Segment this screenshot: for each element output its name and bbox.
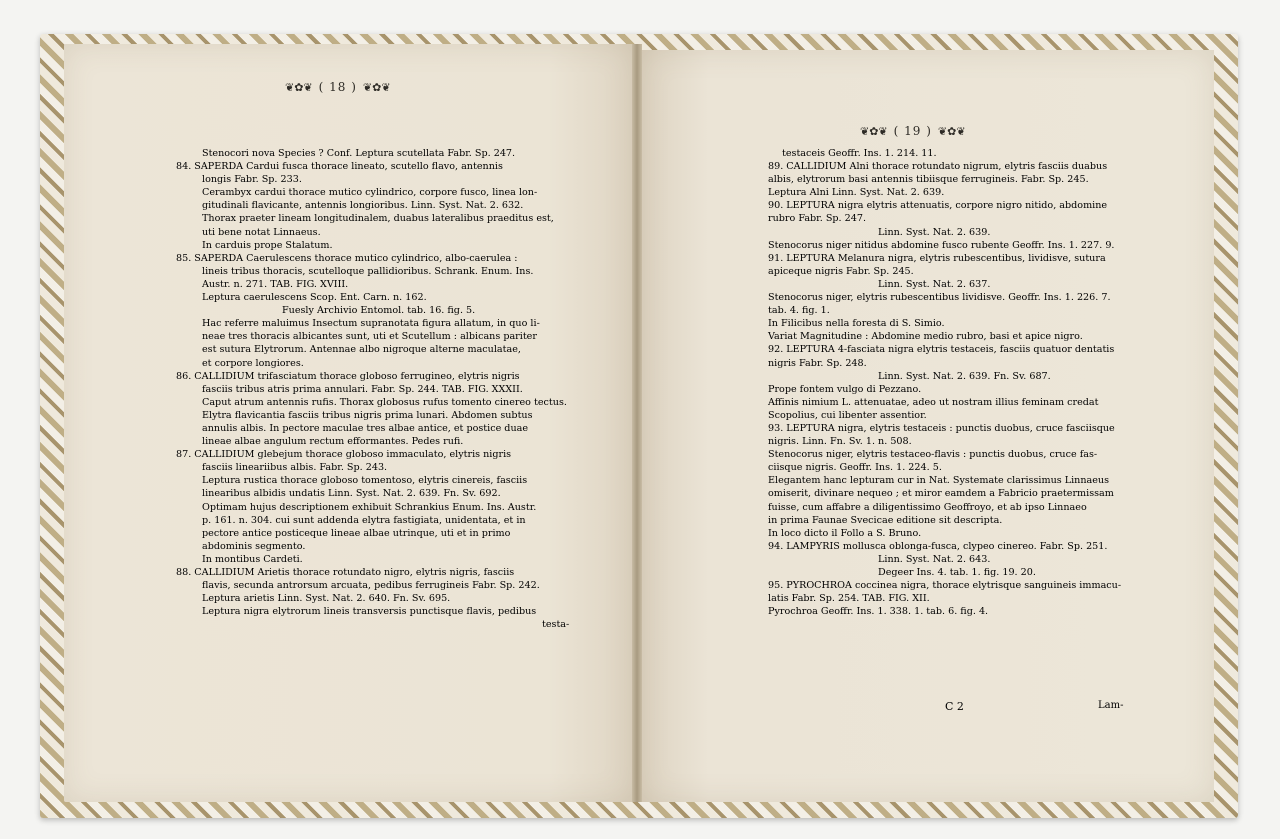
text-line: Stenocori nova Species ? Conf. Leptura scutellata Fabr. Sp. 247. — [202, 148, 516, 159]
ornament-icon: ❦✿❦ — [937, 124, 966, 138]
text-line: omiserit, divinare nequeo ; et miror eamdem a Fabricio praetermissam — [768, 488, 1114, 500]
text-line: flavis, secunda antrorsum arcuata, pedibus ferrugineis Fabr. Sp. 242. — [202, 580, 540, 592]
text-line: Prope fontem vulgo di Pezzano. — [768, 383, 922, 395]
text-line: Elegantem hanc lepturam cur in Nat. Systemate clarissimus Linnaeus — [768, 475, 1110, 487]
text-line: albis, elytrorum basi antennis tibiisque ferrugineis. Fabr. Sp. 245. — [768, 174, 1089, 186]
text-line: Optimam hujus descriptionem exhibuit Schrankius Enum. Ins. Austr. — [202, 501, 537, 513]
text-line: 88. CALLIDIUM Arietis thorace rotundato nigro, elytris nigris, fasciis — [176, 567, 515, 578]
text-line: Thorax praeter lineam longitudinalem, duabus lateralibus praeditus est, — [202, 213, 554, 225]
text-line: In Filicibus nella foresta di S. Simio. — [768, 318, 945, 330]
text-line: Stenocorus niger, elytris testaceo-flavis : punctis duobus, cruce fas- — [768, 449, 1098, 461]
ornament-icon: ❦✿❦ — [860, 124, 888, 138]
text-line: Hac referre maluimus Insectum supranotata figura allatum, in quo li- — [202, 318, 540, 330]
text-line: Linn. Syst. Nat. 2. 643. — [878, 553, 991, 565]
ornament-icon: ❦✿❦ — [285, 80, 313, 94]
text-line: Affinis nimium L. attenuatae, adeo ut nostram illius feminam credat — [768, 396, 1099, 408]
text-line: p. 161. n. 304. cui sunt addenda elytra fastigiata, unidentata, et in — [202, 514, 526, 526]
text-line: Leptura arietis Linn. Syst. Nat. 2. 640. Fn. Sv. 695. — [202, 593, 451, 605]
text-line: Leptura rustica thorace globoso tomentoso, elytris cinereis, fasciis — [202, 475, 528, 487]
text-line: 94. LAMPYRIS mollusca oblonga-fusca, clypeo cinereo. Fabr. Sp. 251. — [768, 540, 1108, 552]
text-line: Austr. n. 271. TAB. FIG. XVIII. — [202, 278, 349, 290]
text-line: testa- — [542, 619, 570, 631]
text-line: Leptura nigra elytrorum lineis transversis punctisque flavis, pedibus — [202, 606, 537, 618]
text-line: 86. CALLIDIUM trifasciatum thorace globoso ferrugineo, elytris nigris — [176, 370, 520, 382]
text-line: 85. SAPERDA Caerulescens thorace mutico cylindrico, albo-caerulea : — [176, 252, 518, 264]
text-line: latis Fabr. Sp. 254. TAB. FIG. XII. — [768, 593, 930, 605]
text-line: Elytra flavicantia fasciis tribus nigris prima lunari. Abdomen subtus — [202, 409, 533, 421]
right-page-header — [860, 124, 966, 138]
text-line: est sutura Elytrorum. Antennae albo nigroque alterne maculatae, — [202, 344, 521, 356]
book-gutter — [632, 44, 642, 802]
left-page-header — [285, 80, 391, 94]
text-line: annulis albis. In pectore maculae tres albae antice, et postice duae — [202, 422, 529, 434]
text-line: et corpore longiores. — [202, 357, 304, 369]
text-line: In loco dicto il Follo a S. Bruno. — [768, 527, 922, 539]
ornament-icon: ❦✿❦ — [362, 80, 391, 94]
text-line: Linn. Syst. Nat. 2. 639. Fn. Sv. 687. — [878, 370, 1051, 382]
catchword: Lam- — [1098, 700, 1124, 711]
text-line: Variat Magnitudine : Abdomine medio rubro, basi et apice nigro. — [768, 331, 1083, 343]
text-line: Linn. Syst. Nat. 2. 639. — [878, 226, 991, 238]
text-line: nigris Fabr. Sp. 248. — [768, 357, 867, 369]
text-line: uti bene notat Linnaeus. — [202, 226, 321, 238]
text-line: Cerambyx cardui thorace mutico cylindrico, corpore fusco, linea lon- — [202, 187, 538, 199]
text-line: 93. LEPTURA nigra, elytris testaceis : punctis duobus, cruce fasciisque — [768, 422, 1115, 434]
left-page-text — [176, 147, 569, 631]
text-line: Degeer Ins. 4. tab. 1. fig. 19. 20. — [878, 567, 1036, 578]
text-line: Leptura Alni Linn. Syst. Nat. 2. 639. — [768, 187, 945, 199]
text-line: in prima Faunae Svecicae editione sit descripta. — [768, 514, 1003, 526]
text-line: apiceque nigris Fabr. Sp. 245. — [768, 265, 914, 277]
text-line: Stenocorus niger, elytris rubescentibus lividisve. Geoffr. Ins. 1. 226. 7. — [768, 292, 1111, 304]
right-page-number: ( 19 ) — [893, 124, 932, 138]
signature-mark: C 2 — [945, 700, 964, 713]
text-line: Fuesly Archivio Entomol. tab. 16. fig. 5. — [282, 305, 476, 317]
text-line: 95. PYROCHROA coccinea nigra, thorace elytrisque sanguineis immacu- — [768, 580, 1122, 592]
left-page-number: ( 18 ) — [318, 80, 357, 94]
text-line: In montibus Cardeti. — [202, 553, 303, 565]
text-line: tab. 4. fig. 1. — [768, 305, 830, 317]
text-line: rubro Fabr. Sp. 247. — [768, 213, 866, 225]
text-line: lineae albae angulum rectum efformantes. Pedes rufi. — [202, 436, 464, 448]
text-line: 84. SAPERDA Cardui fusca thorace lineato, scutello flavo, antennis — [176, 161, 503, 173]
text-line: linearibus albidis undatis Linn. Syst. Nat. 2. 639. Fn. Sv. 692. — [202, 488, 501, 500]
right-page-text — [742, 147, 1121, 618]
text-line: 90. LEPTURA nigra elytris attenuatis, corpore nigro nitido, abdomine — [768, 200, 1108, 212]
text-line: testaceis Geoffr. Ins. 1. 214. 11. — [782, 148, 937, 159]
text-line: lineis tribus thoracis, scutelloque pallidioribus. Schrank. Enum. Ins. — [202, 265, 534, 277]
text-line: nigris. Linn. Fn. Sv. 1. n. 508. — [768, 436, 912, 448]
text-line: Pyrochroa Geoffr. Ins. 1. 338. 1. tab. 6. fig. 4. — [768, 606, 989, 618]
text-line: neae tres thoracis albicantes sunt, uti et Scutellum : albicans pariter — [202, 331, 537, 343]
text-line: 89. CALLIDIUM Alni thorace rotundato nigrum, elytris fasciis duabus — [768, 161, 1108, 173]
text-line: 92. LEPTURA 4-fasciata nigra elytris testaceis, fasciis quatuor dentatis — [768, 344, 1115, 356]
text-line: fuisse, cum affabre a diligentissimo Geoffroyo, et ab ipso Linnaeo — [768, 501, 1087, 513]
text-line: 87. CALLIDIUM glebejum thorace globoso immaculato, elytris nigris — [176, 449, 512, 461]
text-line: In carduis prope Stalatum. — [202, 239, 333, 251]
text-line: 91. LEPTURA Melanura nigra, elytris rubescentibus, lividisve, sutura — [768, 252, 1106, 264]
text-line: Linn. Syst. Nat. 2. 637. — [878, 278, 991, 290]
text-line: fasciis tribus atris prima annulari. Fabr. Sp. 244. TAB. FIG. XXXII. — [202, 383, 523, 395]
text-line: pectore antice posticeque lineae albae utrinque, uti et in primo — [202, 527, 511, 539]
text-line: Leptura caerulescens Scop. Ent. Carn. n. 162. — [202, 292, 427, 304]
text-line: Scopolius, cui libenter assentior. — [768, 409, 927, 421]
text-line: ciisque nigris. Geoffr. Ins. 1. 224. 5. — [768, 462, 942, 474]
text-line: Caput atrum antennis rufis. Thorax globosus rufus tomento cinereo tectus. — [202, 396, 567, 408]
text-line: Stenocorus niger nitidus abdomine fusco rubente Geoffr. Ins. 1. 227. 9. — [768, 239, 1115, 251]
text-line: abdominis segmento. — [202, 540, 306, 552]
text-line: longis Fabr. Sp. 233. — [202, 174, 302, 186]
text-line: fasciis lineariibus albis. Fabr. Sp. 243. — [202, 462, 388, 474]
text-line: gitudinali flavicante, antennis longioribus. Linn. Syst. Nat. 2. 632. — [202, 200, 524, 212]
